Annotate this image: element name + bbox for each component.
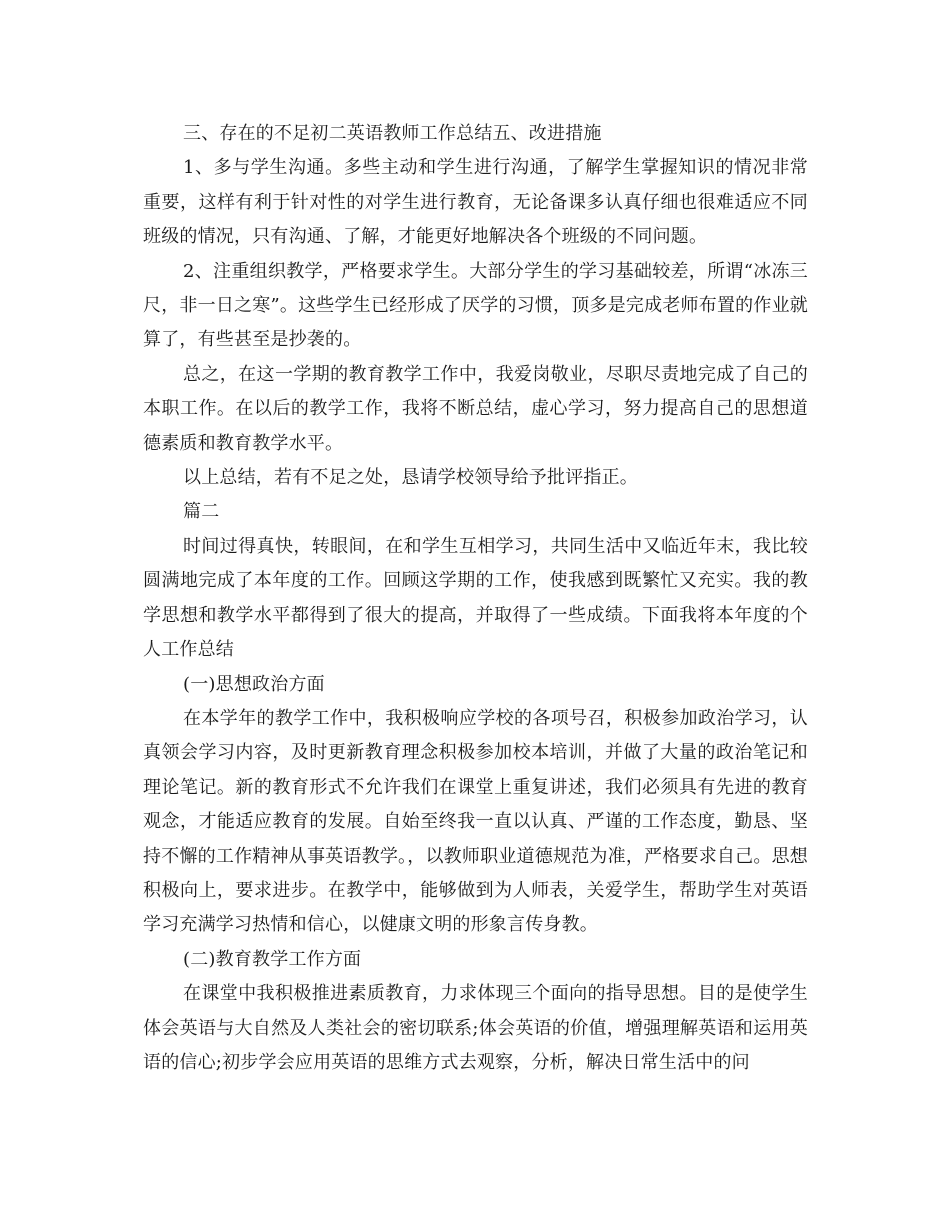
paragraph-summary: 总之，在这一学期的教育教学工作中，我爱岗敬业，尽职尽责地完成了自己的本职工作。在以后的教学工作，我将不断总结，虚心学习，努力提高自己的思想道德素质和教育教学水平。	[143, 363, 808, 454]
heading-teaching-work: (二)教育教学工作方面	[183, 948, 362, 970]
document-body	[143, 117, 808, 1080]
paragraph-year-review: 时间过得真快，转眼间，在和学生互相学习，共同生活中又临近年末，我比较圆满地完成了本年度的工作。回顾这学期的工作，使我感到既繁忙又充实。我的教学思想和教学水平都得到了很大的提高，并取得了一些成绩。下面我将本年度的个人工作总结	[143, 535, 808, 661]
paragraph-communication: 1、多与学生沟通。多些主动和学生进行沟通，了解学生掌握知识的情况非常重要，这样有利于针对性的对学生进行教育，无论备课多认真仔细也很难适应不同班级的情况，只有沟通、了解，才能更好地解决各个班级的不同问题。	[143, 157, 808, 248]
heading-political-thought: (一)思想政治方面	[183, 673, 325, 695]
section-title-part-two: 篇二	[183, 501, 220, 523]
heading-shortcomings: 三、存在的不足初二英语教师工作总结五、改进措施	[183, 123, 602, 144]
paragraph-request-feedback: 以上总结，若有不足之处，恳请学校领导给予批评指正。	[183, 467, 638, 489]
paragraph-organize-teaching: 2、注重组织教学，严格要求学生。大部分学生的学习基础较差，所谓“冰冻三尺，非一日之寒”。这些学生已经形成了厌学的习惯，顶多是完成老师布置的作业就算了，有些甚至是抄袭的。	[143, 260, 808, 351]
paragraph-political-thought: 在本学年的教学工作中，我积极响应学校的各项号召，积极参加政治学习，认真领会学习内容，及时更新教育理念积极参加校本培训，并做了大量的政治笔记和理论笔记。新的教育形式不允许我们在课堂上重复讲述，我们必须具有先进的教育观念，才能适应教育的发展。自始至终我一直以认真、严谨的工作态度，勤恳、坚持不懈的工作精神从事英语教学。，以教师职业道德规范为准，严格要求自己。思想积极向上，要求进步。在教学中，能够做到为人师表，关爱学生，帮助学生对英语学习充满学习热情和信心，以健康文明的形象言传身教。	[143, 707, 808, 936]
paragraph-teaching-work: 在课堂中我积极推进素质教育，力求体现三个面向的指导思想。目的是使学生体会英语与大自然及人类社会的密切联系;体会英语的价值，增强理解英语和运用英语的信心;初步学会应用英语的思维方式去观察，分析，解决日常生活中的问	[143, 983, 808, 1073]
